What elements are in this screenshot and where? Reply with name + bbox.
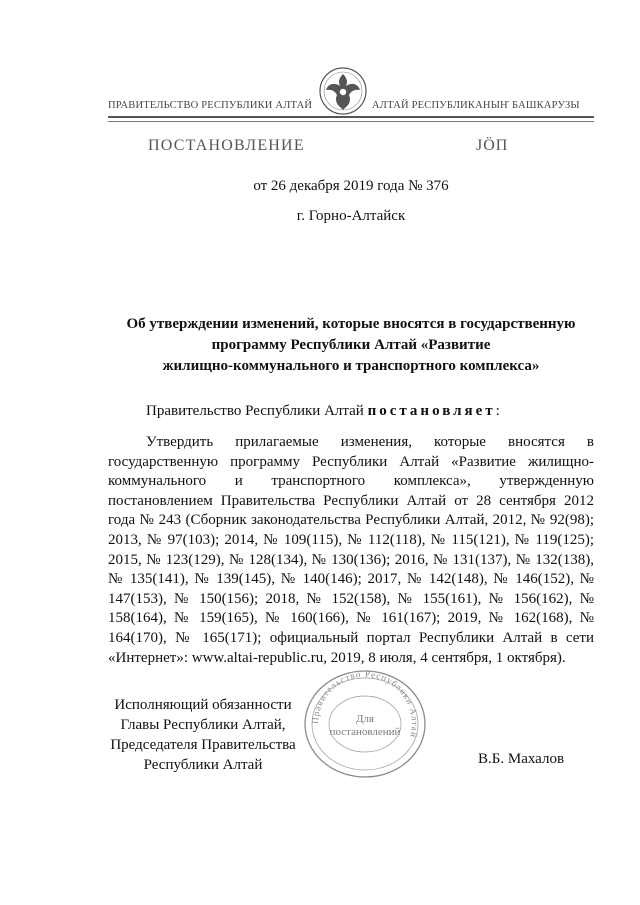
signatory-title: [108, 695, 298, 775]
government-name-russian: ПРАВИТЕЛЬСТВО РЕСПУБЛИКИ АЛТАЙ: [108, 100, 313, 111]
preamble: [146, 403, 500, 420]
stamp-center-line1: Для: [355, 713, 375, 725]
document-city: г. Горно-Алтайск: [296, 208, 406, 224]
signatory-line: Исполняющий обязанности: [114, 697, 292, 713]
stamp-ring-text: Правительство Республики Алтай: [309, 668, 421, 740]
title-line: программу Республики Алтай «Развитие: [211, 337, 491, 353]
document-type-altai: JӦП: [476, 137, 509, 154]
government-name-altai: АЛТАЙ РЕСПУБЛИКАНЫҤ БАШКАРУЗЫ: [372, 100, 580, 111]
preamble-colon: :: [495, 403, 500, 419]
signatory-name: В.Б. Махалов: [478, 751, 565, 767]
signatory-line: Республики Алтай: [143, 757, 263, 773]
official-stamp: [300, 668, 430, 780]
title-line: жилищно-коммунального и транспортного комплекса»: [162, 358, 540, 374]
stamp-center-line2: постановлений: [329, 726, 401, 738]
signatory-line: Главы Республики Алтай,: [120, 717, 286, 733]
document-type-russian: ПОСТАНОВЛЕНИЕ: [148, 137, 305, 154]
header-rule-thin: [108, 121, 594, 122]
document-date-number: от 26 декабря 2019 года № 376: [253, 178, 449, 194]
coat-of-arms-icon: [318, 62, 368, 120]
preamble-action: постановляет: [367, 403, 496, 419]
header-rule-thick: [108, 116, 594, 118]
resolution-body: Утвердить прилагаемые изменения, которые вносятся в государственную программу Республики Алтай «Развитие жилищно-коммунального и транспортного комплекса», утвержденную постановлением Правительства Республики Алтай от 28 сентября 2012 года № 243 (Сборник законодательства Республики Алтай, 2012, № 92(98); 2013, № 97(103); 2014, № 109(115), № 112(118), № 115(121), № 119(125); 2015, № 123(129), № 128(134), № 130(136); 2016, № 131(137), № 132(138), № 135(141), № 139(145), № 140(146); 2017, № 142(148), № 146(152), № 147(153), № 150(156); 2018, № 152(158), № 155(161), № 156(162), № 158(164), № 159(165), № 160(166), № 161(167); 2019, № 162(168), № 164(170), № 165(171); официальный портал Республики Алтай в сети «Интернет»: www.altai-republic.ru, 2019, 8 июля, 4 сентября, 1 октября).: [108, 434, 594, 666]
preamble-lead: Правительство Республики Алтай: [146, 403, 364, 419]
signatory-line: Председателя Правительства: [110, 737, 296, 753]
document-title: [108, 314, 594, 377]
title-line: Об утверждении изменений, которые вносятся в государственную: [126, 316, 576, 332]
